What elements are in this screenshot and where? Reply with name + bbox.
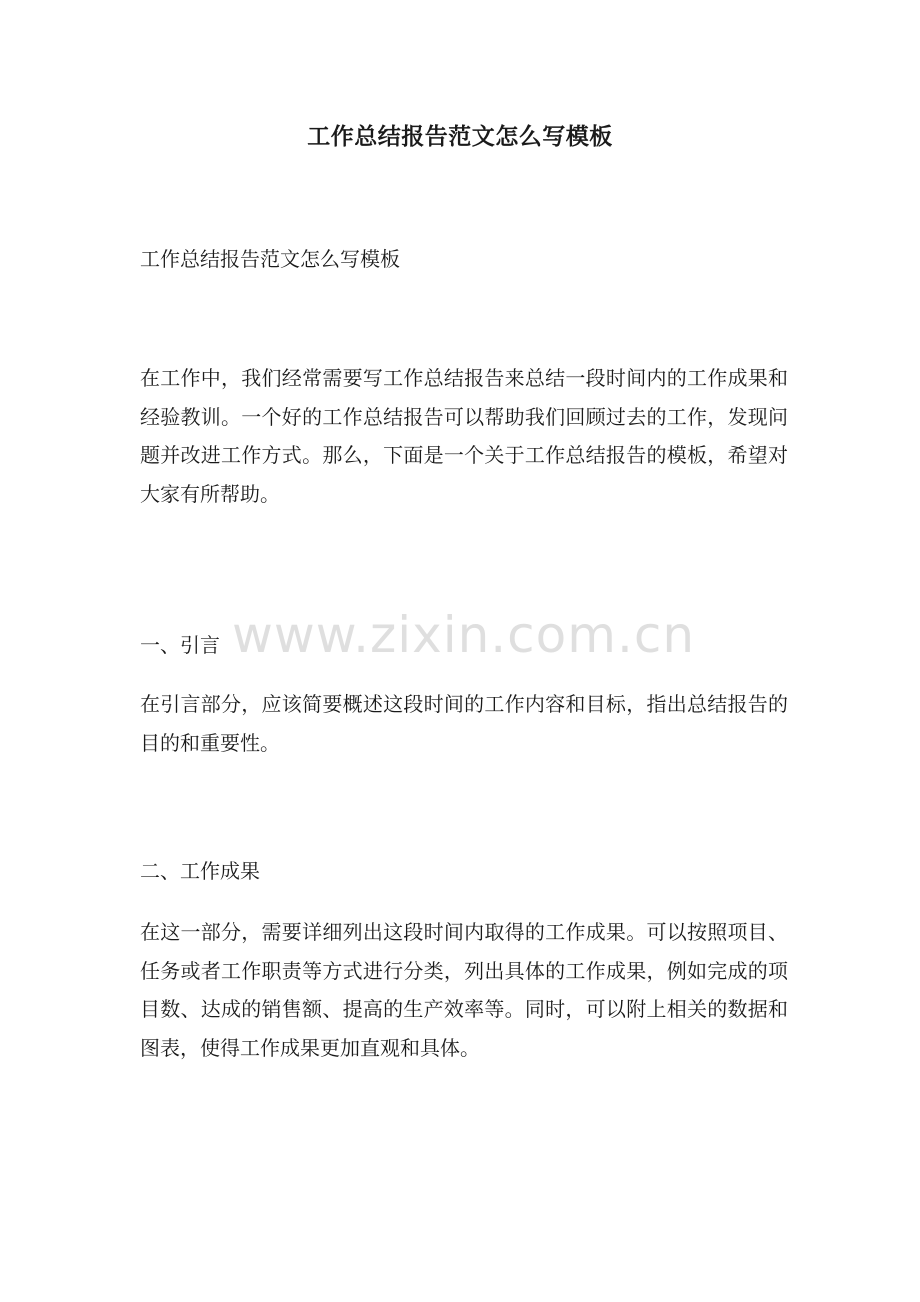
section-body-work-results: 在这一部分，需要详细列出这段时间内取得的工作成果。可以按照项目、任务或者工作职责等方式进行分类，列出具体的工作成果，例如完成的项目数、达成的销售额、提高的生产效率等。同时，可以附上相关的数据和图表，使得工作成果更加直观和具体。 (140, 920, 788, 1060)
watermark: www.zixin.com.cn (232, 606, 696, 664)
document-title: 工作总结报告范文怎么写模板 (307, 123, 613, 150)
document-subtitle: 工作总结报告范文怎么写模板 (140, 247, 400, 271)
section-heading-introduction: 一、引言 (140, 633, 220, 657)
section-body-introduction: 在引言部分，应该简要概述这段时间的工作内容和目标，指出总结报告的目的和重要性。 (140, 692, 788, 755)
section-heading-work-results: 二、工作成果 (140, 859, 260, 883)
intro-paragraph: 在工作中，我们经常需要写工作总结报告来总结一段时间内的工作成果和经验教训。一个好的工作总结报告可以帮助我们回顾过去的工作，发现问题并改进工作方式。那么，下面是一个关于工作总结报告的模板，希望对大家有所帮助。 (140, 366, 788, 506)
